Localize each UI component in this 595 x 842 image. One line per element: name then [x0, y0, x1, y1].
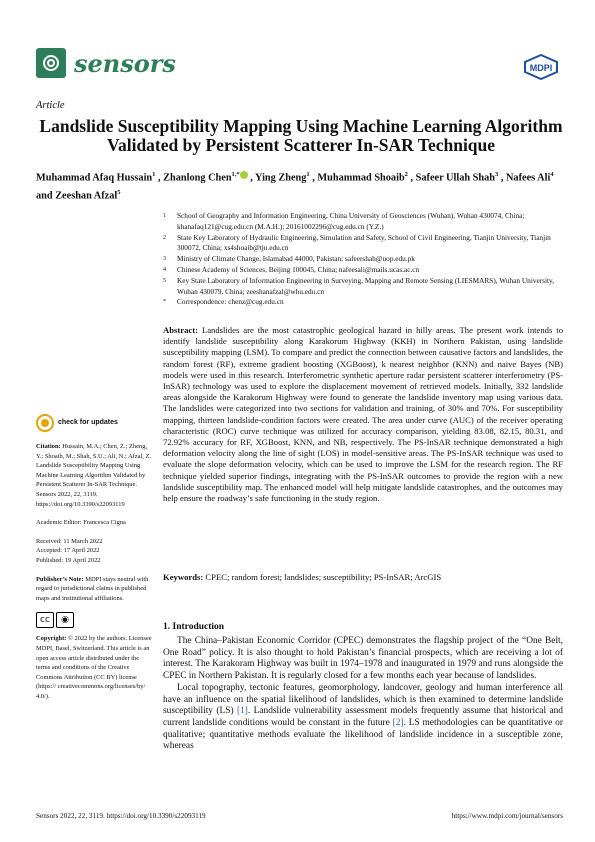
author-separator: , [407, 172, 416, 184]
author-affiliation-mark: 2 [404, 171, 408, 178]
page-header [36, 48, 559, 84]
affiliation-item [163, 276, 563, 298]
dates-block [36, 537, 154, 566]
accepted-date: Accepted: 17 April 2022 [36, 547, 100, 555]
introduction-body [163, 636, 563, 753]
affiliation-number: 3 [163, 256, 166, 263]
cc-by-license-icon[interactable] [36, 612, 154, 628]
affiliation-number: 2 [163, 234, 166, 241]
citation-text: Hussain, M.A.; Chen, Z.; Zheng, Y.; Shoaib, M.; Shah, S.U.; Ali, N.; Afzal, Z. Landslide Susceptibility Mapping Using Machine Learning Algorithm Validated by Persistent Scatterer In-SAR Technique. Sensors 2022, 22, 3119. https://doi.org/10.3390/s22093119 [36, 443, 152, 508]
academic-editor: Academic Editor: Francesca Cigna [36, 519, 126, 527]
footer-journal-url[interactable]: https://www.mdpi.com/journal/sensors [451, 812, 563, 820]
page-footer [36, 812, 563, 820]
orcid-icon[interactable] [240, 171, 248, 179]
author-name[interactable]: Safeer Ullah Shah [415, 172, 495, 184]
publisher-note-text: MDPI stays neutral with regard to jurisdictional claims in published maps and institutional affiliations. [36, 575, 149, 602]
abstract [163, 325, 563, 504]
keywords-label: Keywords: [163, 572, 204, 582]
publisher-name: MDPI [529, 63, 553, 73]
affiliation-number: 5 [163, 277, 166, 284]
abstract-label: Abstract: [163, 325, 198, 335]
citation-block [36, 442, 154, 509]
published-date: Published: 19 April 2022 [36, 556, 101, 564]
copyright-label: Copyright: [36, 635, 67, 643]
affiliation-text: Chinese Academy of Sciences, Beijing 100045, China; nafeesali@mails.ucas.ac.cn [177, 264, 420, 274]
citation-label: Citation: [36, 443, 61, 450]
abstract-text: Landslides are the most catastrophic geological hazard in hilly areas. The present work intends to identify landslide susceptibility along Karakorum Highway (KKH) in Northern Pakistan, using landslide susceptibility mapping (LSM). To compare and predict the connection between causative factors and landslides, the random forest (RF), extreme gradient boosting (XGBoost), k nearest neighbor (KNN) and naive Bayes (NB) models were used in this research. Interferometric synthetic aperture radar persistent scatterer interferometry (PS-InSAR) technology was used to explore the displacement movement of retrieved models. Initially, 332 landslide areas alongside the Karakorum Highway were found to generate the landslide inventory map using various data. The landslides were categorized into two sections for validation and training, of 30% and 70%. For susceptibility mapping, thirteen landslide-condition factors were created. The area under curve (AUC) of the receiver operating characteristic (ROC) curve technique was utilized for accuracy comparison, yielding 83.08, 82.15, 80.31, and 72.92% accuracy for RF, XGBoost, KNN, and NB, respectively. The PS-InSAR technique demonstrated a high deformation velocity along the line of sight (LOS) in model-sensitive areas. The PS-InSAR technique was used to evaluate the slope deformation velocity, which can be used to improve the LSM for the research region. The RF technique yielded superior findings, integrating with the PS-InSAR outcomes to provide the region with a new landslide susceptibility map. The enhanced model will help mitigate landslide catastrophes, and the outcomes may help ensure the roadway’s safe functioning in the study region. [163, 325, 564, 504]
intro-paragraph-2: Local topography, tectonic features, geomorphology, landcover, geology and human interference all have an influence on the spatial likelihood of landslides, which is then examined to determine landslide susceptibility (LS) [1]. Landslide vulnerability assessment models frequently assume that historical and current landslide conditions would be constant in the future [2]. LS methodologies can be quantitative or qualitative; quantitative methods evaluate the likelihood of landslide incidence in a susceptible zone, whereas [163, 682, 563, 752]
section-heading: 1. Introduction [163, 622, 225, 632]
journal-logo[interactable] [36, 48, 176, 78]
reference-link-2[interactable]: [2] [392, 717, 404, 728]
updates-icon [36, 414, 54, 432]
affiliations [163, 211, 563, 308]
author-separator: , [247, 172, 256, 184]
affiliation-number: 1 [163, 213, 166, 219]
author-separator: , [309, 172, 318, 184]
paper-title: Landslide Susceptibility Mapping Using Machine Learning Algorithm Validated by Persistent Scatterer In-SAR Technique [39, 116, 563, 155]
updates-label: check for updates [58, 419, 118, 426]
author-affiliation-mark: 1 [152, 171, 156, 178]
affiliation-text: Key State Laboratory of Information Engineering in Surveying, Mapping and Remote Sensing (LIESMARS), Wuhan University, Wuhan 430079, China; zeeshanafzal@whu.edu.cn [177, 275, 555, 296]
affiliation-item [163, 233, 563, 255]
footer-citation[interactable]: Sensors 2022, 22, 3119. https://doi.org/10.3390/s22093119 [36, 812, 206, 820]
affiliation-text: State Key Laboratory of Hydraulic Engineering, Simulation and Safety, School of Civil Engineering, Tianjin University, Tianjin 300072, China; xs4shoaib@tju.edu.cn [177, 232, 551, 253]
author-separator: , [498, 172, 506, 184]
author-affiliation-mark: 1,* [231, 171, 240, 178]
publisher-note [36, 575, 154, 604]
received-date: Received: 11 March 2022 [36, 537, 103, 545]
cc-icon: cc [36, 612, 54, 628]
author-affiliation-mark: 3 [495, 171, 499, 178]
author-separator: and [36, 190, 56, 202]
affiliation-text: Correspondence: chenz@cug.edu.cn [177, 297, 284, 307]
affiliation-item [163, 211, 563, 233]
affiliation-text: Ministry of Climate Change, Islamabad 44000, Pakistan; safeershah@uop.edu.pk [177, 254, 415, 264]
author-name[interactable]: Nafees Ali [505, 172, 551, 184]
affiliation-item [163, 265, 563, 276]
copyright-text: © 2022 by the authors. Licensee MDPI, Basel, Switzerland. This article is an open access article distributed under the terms and conditions of the Creative Commons Attribution (CC BY) license (https:// creativecommons.org/licenses/by/ 4.0/). [36, 635, 152, 700]
affiliation-text: School of Geography and Information Engineering, China University of Geosciences (Wuhan), Wuhan 430074, China; khanafaq121@cug.edu.cn (M.A.H.); 20161002296@cug.edu.cn (Y.Z.) [177, 211, 525, 231]
author-name[interactable]: Muhammad Afaq Hussain [36, 172, 153, 184]
author-name[interactable]: Zhanlong Chen [163, 172, 232, 184]
article-type: Article [36, 100, 65, 111]
check-for-updates-badge[interactable] [36, 414, 154, 432]
affiliation-item [163, 297, 563, 308]
affiliation-number: 4 [163, 266, 166, 273]
author-affiliation-mark: 5 [117, 189, 121, 197]
keywords [163, 572, 563, 582]
author-name[interactable]: Muhammad Shoaib [317, 172, 405, 184]
keywords-text: CPEC; random forest; landslides; susceptibility; PS-InSAR; ArcGIS [205, 572, 442, 582]
author-name[interactable]: Ying Zheng [255, 172, 307, 184]
author-list [36, 167, 566, 204]
reference-link-1[interactable]: [1] [236, 706, 248, 717]
publisher-note-label: Publisher’s Note: [36, 575, 84, 583]
affiliation-item [163, 254, 563, 265]
sensors-logo-icon [36, 48, 66, 78]
affiliation-number: * [163, 299, 166, 306]
author-affiliation-mark: 1 [306, 171, 310, 178]
intro-paragraph-1: The China–Pakistan Economic Corridor (CPEC) demonstrates the flagship project of the “One Belt, One Road” policy. It is also thought to hold Pakistan’s financial prospects, which are receiving a lot of interest. The Karakoram Highway was built in 1974–1978 and inaugurated in 1979 and runs alongside the CPEC in Northern Pakistan. It is regularly closed for a few months each year because of landslides. [163, 636, 563, 682]
author-separator: , [155, 172, 164, 184]
copyright-block [36, 634, 154, 701]
mdpi-logo-icon[interactable] [523, 54, 559, 80]
author-affiliation-mark: 4 [550, 171, 554, 178]
author-name[interactable]: Zeeshan Afzal [55, 190, 118, 202]
by-icon: ◉ [56, 612, 74, 628]
article-sidebar [36, 414, 154, 710]
journal-name: sensors [74, 48, 176, 78]
